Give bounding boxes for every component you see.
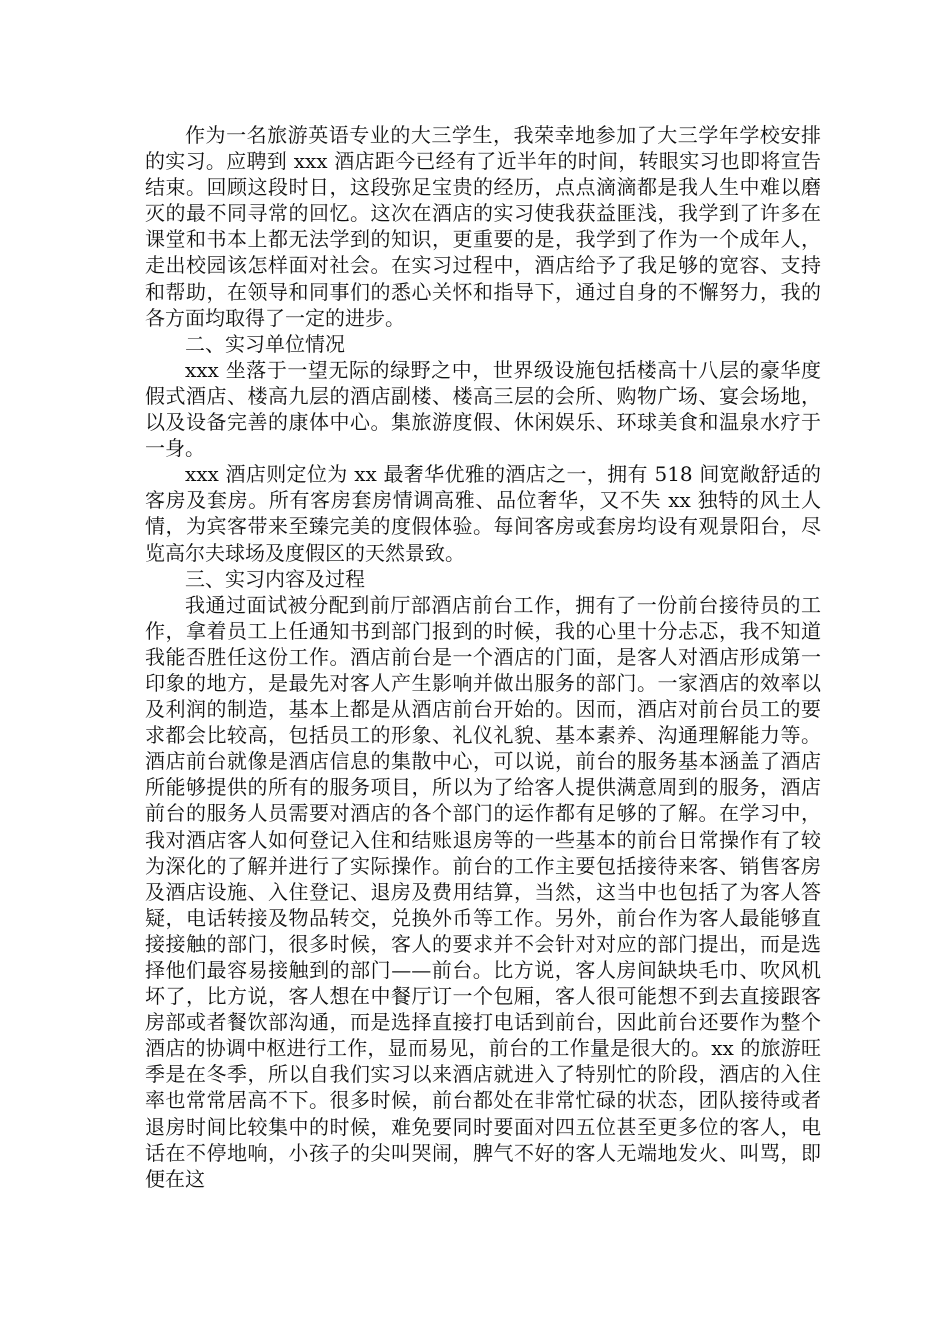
paragraph-intro: 作为一名旅游英语专业的大三学生，我荣幸地参加了大三学年学校安排的实习。应聘到 xxx 酒店距今已经有了近半年的时间，转眼实习也即将宣告结束。回顾这段时日，这段弥足宝贵的经历，点点滴滴都是我人生中难以磨灭的最不同寻常的回忆。这次在酒店的实习使我获益匪浅，我学到了许多在课堂和书本上都无法学到的知识，更重要的是，我学到了作为一个成年人，走出校园该怎样面对社会。在实习过程中，酒店给予了我足够的宽容、支持和帮助，在领导和同事们的悉心关怀和指导下，通过自身的不懈努力，我的各方面均取得了一定的进步。 — [145, 123, 821, 330]
paragraph-front-desk-work: 我通过面试被分配到前厅部酒店前台工作，拥有了一份前台接待员的工作，拿着员工上任通知书到部门报到的时候，我的心里十分忐忑，我不知道我能否胜任这份工作。酒店前台是一个酒店的门面，是客人对酒店形成第一印象的地方，是最先对客人产生影响并做出服务的部门。一家酒店的效率以及利润的制造，基本上都是从酒店前台开始的。因而，酒店对前台员工的要求都会比较高，包括员工的形象、礼仪礼貌、基本素养、沟通理解能力等。酒店前台就像是酒店信息的集散中心，可以说，前台的服务基本涵盖了酒店所能够提供的所有的服务项目，所以为了给客人提供满意周到的服务，酒店前台的服务人员需要对酒店的各个部门的运作都有足够的了解。在学习中，我对酒店客人如何登记入住和结账退房等的一些基本的前台日常操作有了较为深化的了解并进行了实际操作。前台的工作主要包括接待来客、销售客房及酒店设施、入住登记、退房及费用结算，当然，这当中也包括了为客人答疑，电话转接及物品转交，兑换外币等工作。另外，前台作为客人最能够直接接触的部门，很多时候，客人的要求并不会针对对应的部门提出，而是选择他们最容易接触到的部门——前台。比方说，客人房间缺块毛巾、吹风机坏了，比方说，客人想在中餐厅订一个包厢，客人很可能想不到去直接跟客房部或者餐饮部沟通，而是选择直接打电话到前台，因此前台还要作为整个酒店的协调中枢进行工作，显而易见，前台的工作量是很大的。xx 的旅游旺季是在冬季，所以自我们实习以来酒店就进入了特别忙的阶段，酒店的入住率也常常居高不下。很多时候，前台都处在非常忙碌的状态，团队接待或者退房时间比较集中的时候，难免要同时要面对四五位甚至更多位的客人，电话在不停地响，小孩子的尖叫哭闹，脾气不好的客人无端地发火、叫骂，即便在这 — [145, 592, 821, 1191]
paragraph-unit-location: xxx 坐落于一望无际的绿野之中，世界级设施包括楼高十八层的豪华度假式酒店、楼高九层的酒店副楼、楼高三层的会所、购物广场、宴会场地，以及设备完善的康体中心。集旅游度假、休闲娱乐、环球美食和温泉水疗于一身。 — [145, 357, 821, 461]
paragraph-hotel-positioning: xxx 酒店则定位为 xx 最奢华优雅的酒店之一，拥有 518 间宽敞舒适的客房及套房。所有客房套房情调高雅、品位奢华，又不失 xx 独特的风土人情，为宾客带来至臻完美的度假体验。每间客房或套房均设有观景阳台，尽览高尔夫球场及度假区的天然景致。 — [145, 462, 821, 565]
section-heading-content-process: 三、实习内容及过程 — [185, 566, 365, 591]
document-body — [145, 122, 821, 1192]
section-heading-unit-info: 二、实习单位情况 — [185, 331, 345, 356]
